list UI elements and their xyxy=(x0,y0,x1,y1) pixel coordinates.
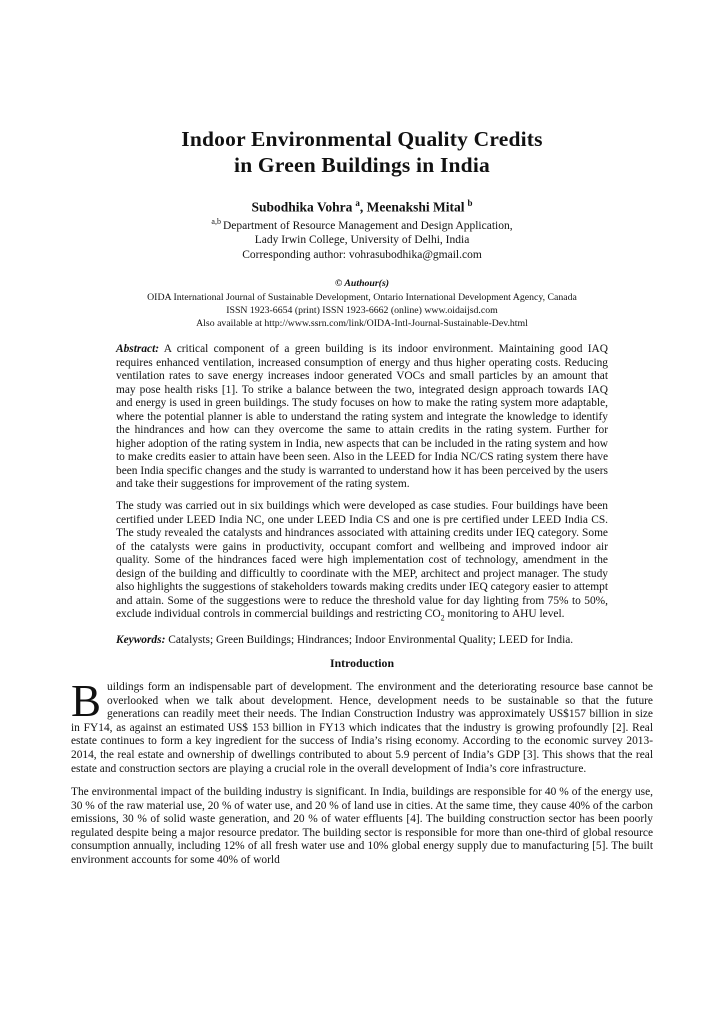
copyright-line: © Authour(s) xyxy=(334,278,390,290)
paper-title-line2: in Green Buildings in India xyxy=(234,153,490,178)
affiliation-college: Lady Irwin College, University of Delhi, India xyxy=(254,234,470,247)
author-2-superscript: b xyxy=(467,198,473,209)
affiliation-block xyxy=(0,217,724,262)
abstract-paragraph-1 xyxy=(116,343,608,491)
author-2-name: Meenakshi Mital xyxy=(366,199,465,215)
abstract-paragraph-2 xyxy=(116,500,608,624)
abstract-paragraph-2-text: The study was carried out in six buildings which were developed as case studies. Four buildings have been certified under LEED India NC, one under LEED India CS and one is pre certified under LEED India CS. The study revealed the catalysts and hindrances associated with attaining credits under IEQ category. Some of the catalysts were gains in productivity, occupant comfort and wellbeing and improved indoor air quality. Some of the hindrances faced were high implementation cost of technology, amendment in the design of the building and difficultly to coordinate with the MEP, architect and project manager. The study also highlights the suggestions of stakeholders towards making credits under IEQ category easier to attempt and attain. Some of the suggestions were to reduce the threshold value for day lighting from 75% to 50%, exclude individual controls in commercial buildings and restricting CO xyxy=(116,500,608,621)
introduction-heading: Introduction xyxy=(329,656,395,671)
authors-separator: , xyxy=(359,199,364,215)
corresponding-author-line: Corresponding author: vohrasubodhika@gmail.com xyxy=(242,248,482,261)
co2-subscript: 2 xyxy=(440,613,445,623)
affiliation-superscript: a,b xyxy=(211,216,221,226)
abstract-paragraph-2-tail: monitoring to AHU level. xyxy=(447,608,565,621)
keywords-line xyxy=(116,634,608,647)
keywords-label: Keywords: xyxy=(116,633,166,646)
author-1-name: Subodhika Vohra xyxy=(251,199,353,215)
introduction-paragraph-1-text: uildings form an indispensable part of development. The environment and the deteriorating resource base cannot be overlooked when we talk about development. Hence, development needs to be sustainable so that the future generations can readily meet their needs. The Indian Construction Industry was approximately US$157 billion in size in FY14, as against an estimated US$ 153 billion in FY13 which indicates that the industry is growing profoundly [2]. Real estate continues to form a key ingredient for the success of India’s rising economy. According to the economic survey 2013-2014, the real estate and ownership of dwellings contributed to about 5.9 percent of India’s GDP [3]. This shows that the real estate and construction sectors are playing a crucial role in the overall development of India’s core infrastructure. xyxy=(71,681,653,775)
abstract-paragraph-1-text: A critical component of a green building is its indoor environment. Maintaining good IAQ requires enhanced ventilation, increased consumption of energy and thus higher operating costs. Reducing ventilation rates to save energy increases indoor generated VOCs and small particles by an amount that may pose health risks [1]. To strike a balance between the two, integrated design approach towards IAQ and energy is used in green buildings. The study focuses on how to make the rating system more adaptable, where the potential planner is able to understand the rating system and integrate the knowledge to identify the hindrances and how can they overcome the same to attain credits in the rating system. Further for higher adoption of the rating system in India, new aspects that can be included in the rating system and how to make credits easier to attain have been seen. Also in the LEED for India NC/CS rating system there have been India specific changes and the study is warranted to understand how it has been perceived by the users and take their suggestions for improvement of the rating system. xyxy=(116,343,609,490)
affiliation-department xyxy=(0,217,724,233)
abstract-label: Abstract: xyxy=(116,343,160,356)
author-1-superscript: a xyxy=(355,198,360,209)
availability-line: Also available at http://www.ssrn.com/link/OIDA-Intl-Journal-Sustainable-Dev.html xyxy=(196,318,528,330)
introduction-paragraph-1 xyxy=(71,676,653,776)
authors-line xyxy=(0,198,724,216)
journal-imprint xyxy=(0,277,724,330)
keywords-text: Catalysts; Green Buildings; Hindrances; Indoor Environmental Quality; LEED for India. xyxy=(168,633,574,646)
introduction-body xyxy=(71,676,653,867)
abstract-section xyxy=(116,343,608,647)
journal-name-line: OIDA International Journal of Sustainable Development, Ontario International Development Agency, Canada xyxy=(147,291,577,303)
issn-line: ISSN 1923-6654 (print) ISSN 1923-6662 (online) www.oidaijsd.com xyxy=(226,304,498,316)
introduction-paragraph-2: The environmental impact of the building industry is significant. In India, buildings are responsible for 40 % of the energy use, 30 % of the raw material use, 20 % of water use, and 20 % of land use in cities. At the same time, they cause 40% of the carbon emissions, 30 % of solid waste generation, and 20 % of water effluents [4]. The building construction sector has been poorly regulated despite being a major resource predator. The building sector is responsible for more than one-third of global resource consumption annually, including 12% of all fresh water use and 10% global energy supply due to manufacturing [5]. The built environment accounts for some 40% of world xyxy=(71,786,653,866)
affiliation-department-text: Department of Resource Management and Design Application, xyxy=(222,219,513,232)
paper-title-line1: Indoor Environmental Quality Credits xyxy=(181,127,543,151)
drop-cap: B xyxy=(71,676,102,727)
paper-title xyxy=(0,126,724,178)
